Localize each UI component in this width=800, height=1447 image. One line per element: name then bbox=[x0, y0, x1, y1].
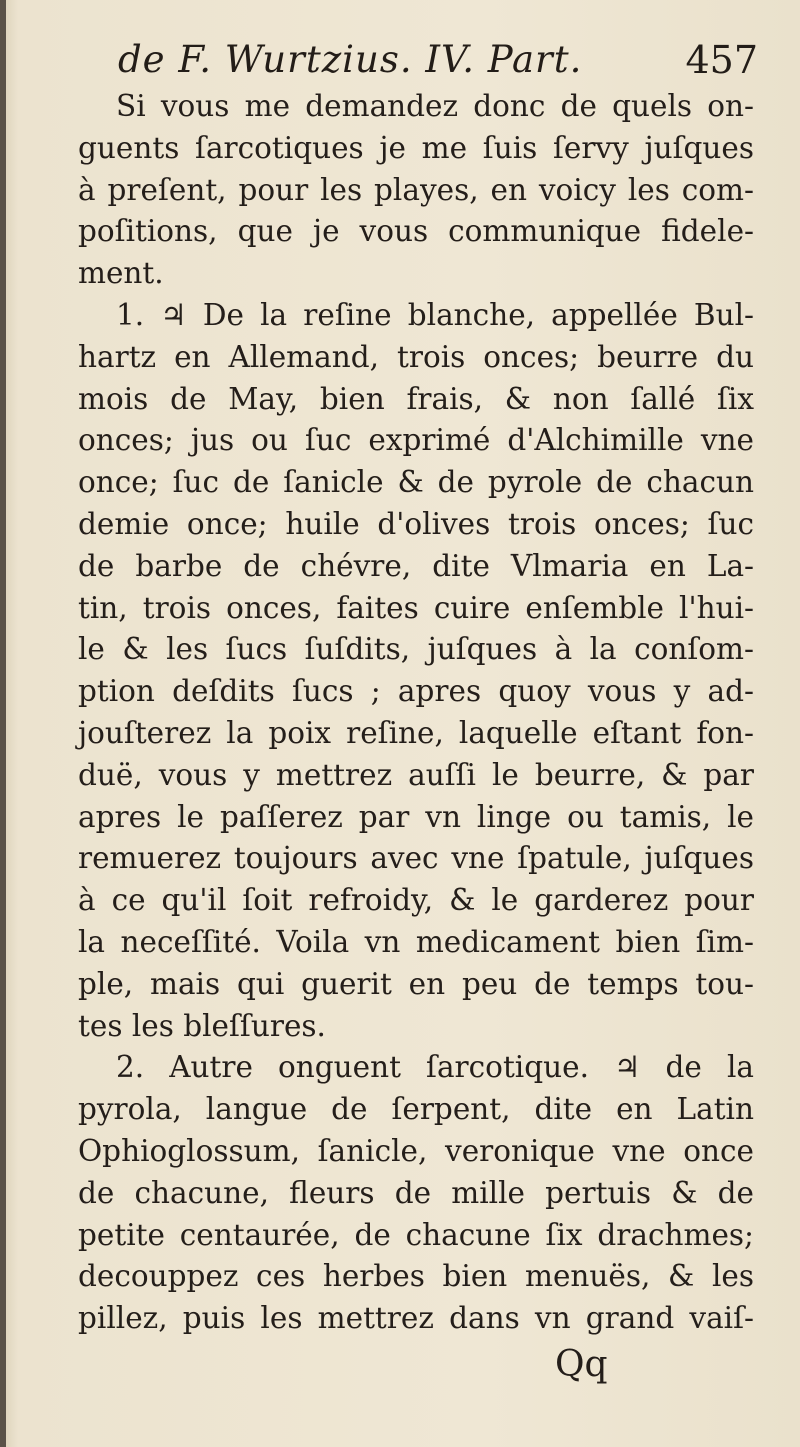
text-line: poſitions, que je vous communique fidele- bbox=[78, 214, 754, 249]
binding-edge bbox=[0, 0, 6, 1447]
page-number: 457 bbox=[685, 38, 758, 82]
text-line: Si vous me demandez donc de quels on- bbox=[116, 89, 754, 123]
text-line: pillez, puis les mettrez dans vn grand vaiſ- bbox=[78, 1301, 754, 1336]
text-line: decouppez ces herbes bien menuës, & les bbox=[78, 1259, 754, 1294]
text-line: once; ſuc de ſanicle & de pyrole de chacun bbox=[78, 465, 754, 500]
text-line: petite centaurée, de chacune ſix drachmes; bbox=[78, 1217, 754, 1252]
text-line: guents ſarcotiques je me ſuis ſervy juſques bbox=[78, 130, 754, 165]
text-line: ple, mais qui guerit en peu de temps tou- bbox=[78, 966, 754, 1001]
text-line: 2. Autre onguent ſarcotique. ♃ de la bbox=[116, 1050, 754, 1085]
text-line: 1. ♃ De la reſine blanche, appellée Bul- bbox=[116, 297, 754, 332]
text-line: jouſterez la poix reſine, laquelle eſtant fon- bbox=[78, 715, 754, 750]
text-line: à ce qu'il ſoit refroidy, & le garderez pour bbox=[78, 883, 754, 918]
text-line: remuerez toujours avec vne ſpatule, juſques bbox=[78, 841, 754, 876]
text-line: le & les ſucs ſuſdits, juſques à la conſom- bbox=[78, 632, 754, 667]
text-line: hartz en Allemand, trois onces; beurre du bbox=[78, 339, 754, 374]
body-text bbox=[78, 86, 754, 1340]
running-title: de F. Wurtzius. IV. Part. bbox=[118, 38, 583, 81]
text-line: la neceſſité. Voila vn medicament bien ſim- bbox=[78, 924, 754, 959]
text-line: onces; jus ou ſuc exprimé d'Alchimille vne bbox=[78, 423, 754, 458]
text-line: ment. bbox=[78, 256, 164, 291]
text-line: de barbe de chévre, dite Vlmaria en La- bbox=[78, 548, 754, 583]
text-line: à preſent, pour les playes, en voicy les com- bbox=[78, 172, 754, 207]
text-line: demie once; huile d'olives trois onces; ſuc bbox=[78, 506, 754, 541]
signature-mark: Qq bbox=[555, 1344, 608, 1385]
text-line: apres le paſſerez par vn linge ou tamis, le bbox=[78, 799, 754, 834]
text-line: tes les bleſſures. bbox=[78, 1008, 326, 1043]
text-line: Ophioglossum, ſanicle, veronique vne once bbox=[78, 1133, 754, 1168]
text-line: pyrola, langue de ſerpent, dite en Latin bbox=[78, 1092, 754, 1127]
text-line: ption deſdits ſucs ; apres quoy vous y ad- bbox=[78, 674, 754, 709]
text-line: duë, vous y mettrez auſſi le beurre, & par bbox=[78, 757, 754, 792]
text-line: de chacune, fleurs de mille pertuis & de bbox=[78, 1175, 754, 1210]
text-line: mois de May, bien frais, & non ſallé ſix bbox=[78, 381, 754, 416]
text-line: tin, trois onces, faites cuire enſemble l'hui- bbox=[78, 590, 754, 625]
